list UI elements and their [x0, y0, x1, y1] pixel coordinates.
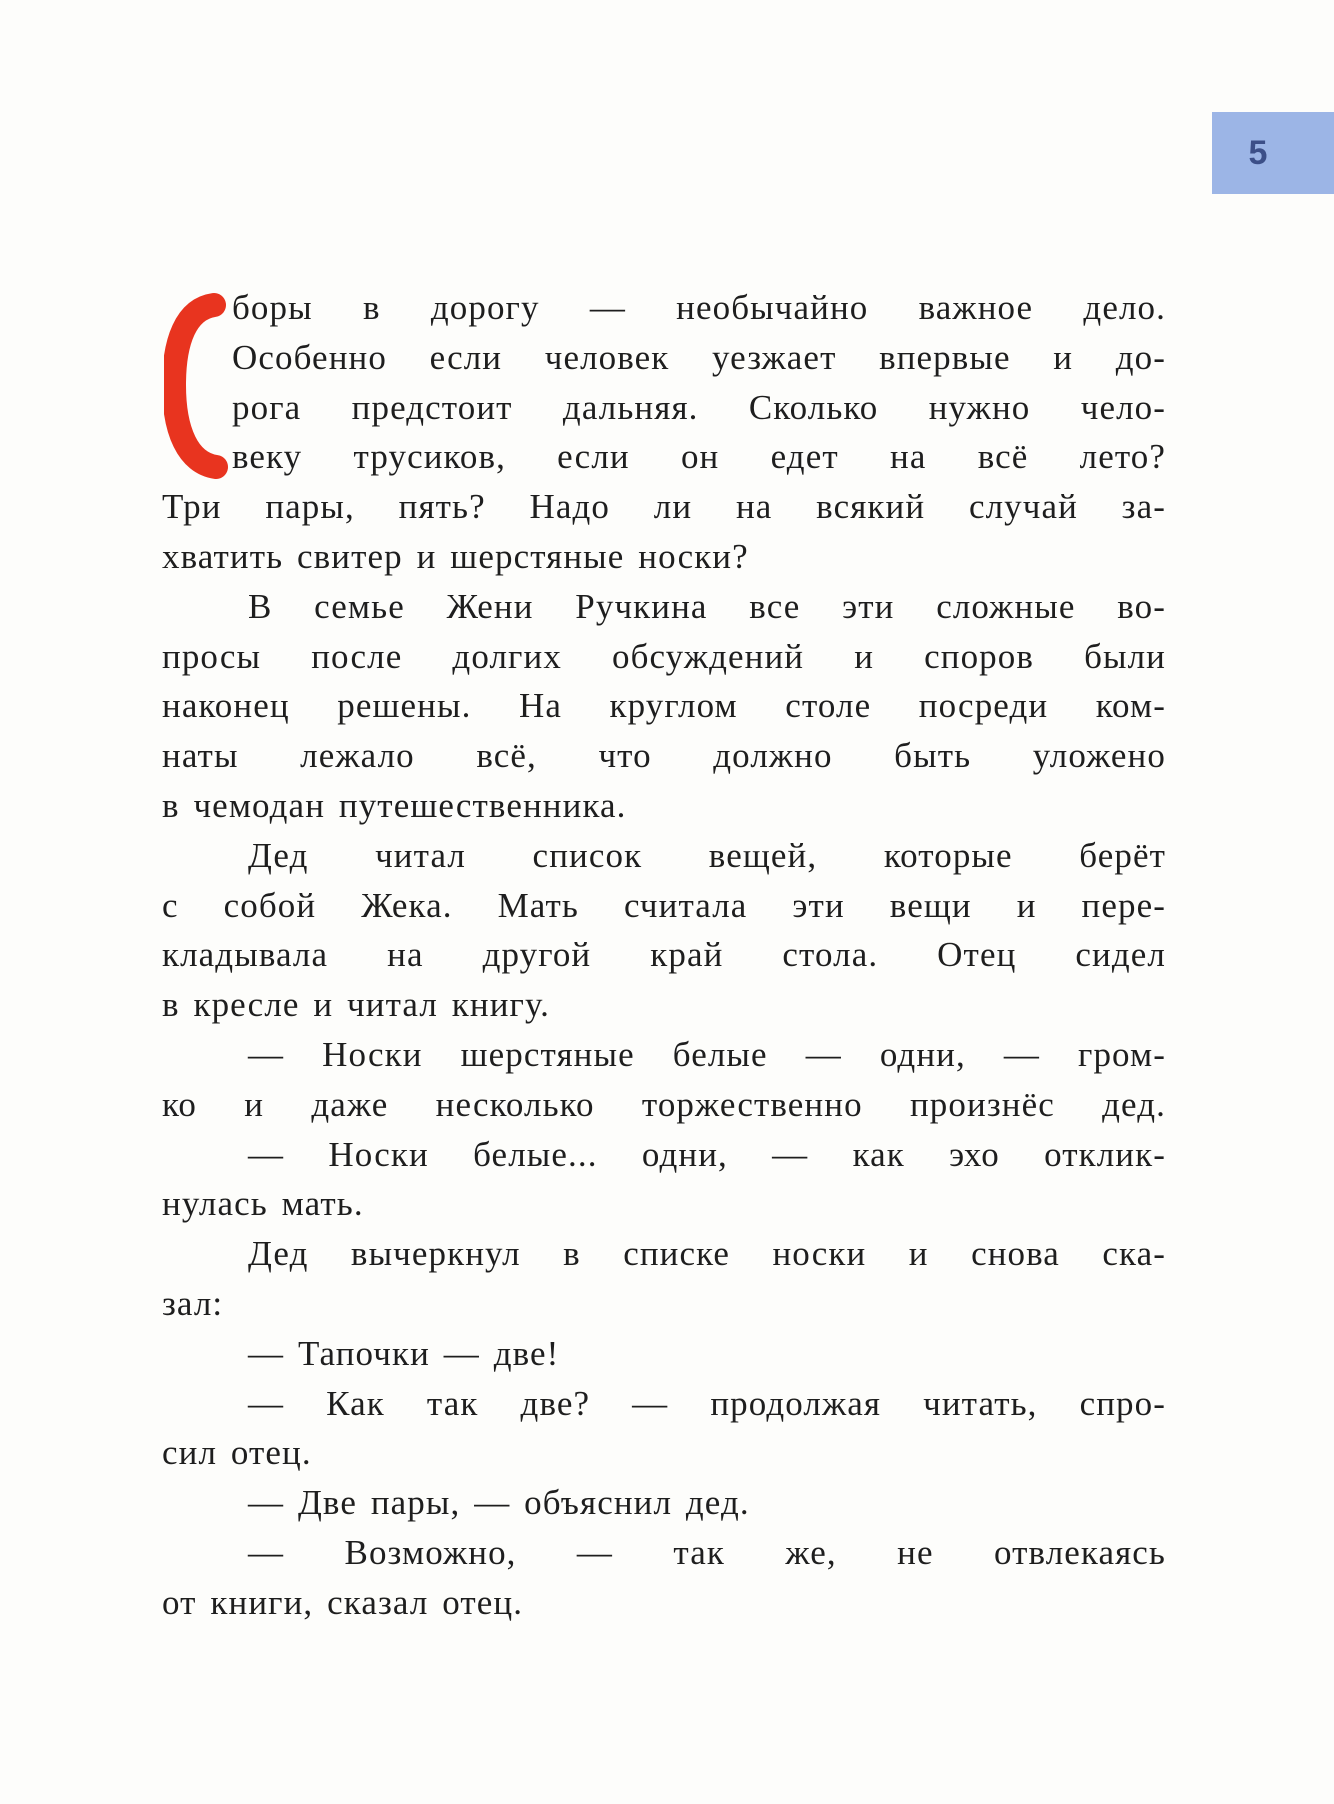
text-line: в кресле и читал книгу.	[162, 985, 550, 1025]
text-line: — Тапочки — две!	[248, 1333, 560, 1373]
text-line: В семье Жени Ручкина все эти сложные во-	[248, 586, 1166, 626]
text-line: Дед читал список вещей, которые берёт	[248, 835, 1166, 875]
text-line: Дед вычеркнул в списке носки и снова ска-	[248, 1234, 1166, 1274]
text-line: рога предстоит дальняя. Сколько нужно чело-	[232, 387, 1166, 427]
text-line: — Возможно, — так же, не отвлекаясь	[248, 1532, 1166, 1572]
text-line: Особенно если человек уезжает впервые и до-	[232, 337, 1166, 377]
text-line: с собой Жека. Мать считала эти вещи и пере-	[162, 885, 1166, 925]
text-line: — Как так две? — продолжая читать, спро-	[248, 1383, 1166, 1423]
text-line: боры в дорогу — необычайно важное дело.	[232, 288, 1166, 327]
text-line: от книги, сказал отец.	[162, 1582, 524, 1622]
text-line: сил отец.	[162, 1433, 312, 1473]
text-line: просы после долгих обсуждений и споров были	[162, 636, 1166, 676]
text-line: нулась мать.	[162, 1184, 364, 1224]
text-line: ко и даже несколько торжественно произнёс дед.	[162, 1084, 1166, 1124]
story-text	[162, 283, 1166, 1628]
page-number: 5	[1248, 133, 1268, 172]
page-number-tab	[1212, 112, 1334, 194]
text-line: зал:	[162, 1283, 224, 1323]
text-line: — Носки шерстяные белые — одни, — гром-	[248, 1034, 1166, 1074]
text-line: наконец решены. На круглом столе посреди ком-	[162, 686, 1166, 726]
text-line: — Носки белые... одни, — как эхо отклик-	[248, 1134, 1166, 1174]
text-line: кладывала на другой край стола. Отец сидел	[162, 935, 1166, 975]
text-line: наты лежало всё, что должно быть уложено	[162, 736, 1166, 776]
text-line: Три пары, пять? Надо ли на всякий случай за-	[162, 487, 1166, 527]
text-line: — Две пары, — объяснил дед.	[248, 1483, 750, 1523]
text-line: хватить свитер и шерстяные носки?	[162, 536, 749, 576]
text-line: в чемодан путешественника.	[162, 785, 627, 825]
text-line: веку трусиков, если он едет на всё лето?	[232, 437, 1166, 477]
